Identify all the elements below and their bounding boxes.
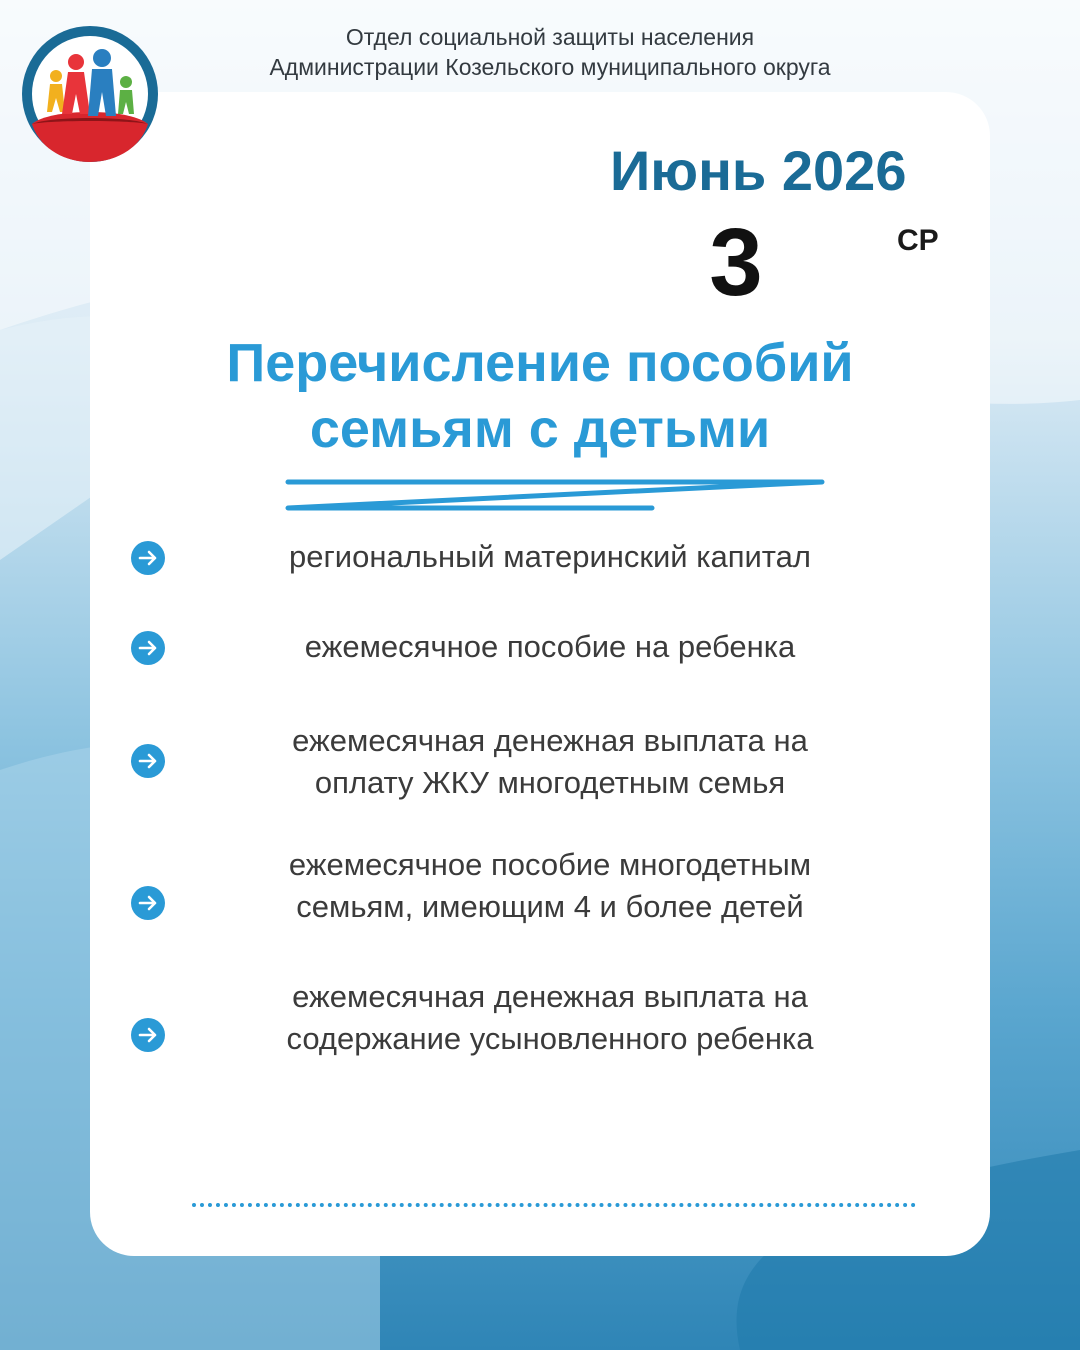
title-line-1: Перечисление пособий <box>226 333 854 393</box>
month-year: Июнь 2026 <box>610 139 907 202</box>
list-item-text <box>200 844 900 928</box>
list-item-line: семьям, имеющим 4 и более детей <box>296 889 804 924</box>
list-item-text <box>200 536 900 578</box>
list-item-text <box>200 976 900 1060</box>
title-line-2: семьям с детьми <box>309 399 771 459</box>
arrow-right-circle-icon <box>131 744 165 778</box>
organization-line-2: Администрации Козельского муниципального округа <box>269 54 831 80</box>
arrow-right-circle-icon <box>131 631 165 665</box>
dotted-divider <box>192 1203 916 1207</box>
list-item-line: ежемесячное пособие многодетным <box>288 847 812 882</box>
list-item-line: оплату ЖКУ многодетным семья <box>314 765 786 800</box>
arrow-right-circle-icon <box>131 541 165 575</box>
list-item-line: ежемесячная денежная выплата на <box>292 723 808 758</box>
list-item-text <box>200 626 900 668</box>
arrow-right-circle-icon <box>131 1018 165 1052</box>
organization-header <box>180 22 920 82</box>
day-number: 3 <box>709 209 763 316</box>
list-item-line: региональный материнский капитал <box>289 539 811 574</box>
list-item-text <box>200 720 900 804</box>
content-card <box>90 92 990 1256</box>
list-item-line: ежемесячная денежная выплата на <box>292 979 808 1014</box>
family-logo-icon <box>20 24 160 164</box>
page-title <box>140 330 940 462</box>
organization-line-1: Отдел социальной защиты населения <box>345 24 755 50</box>
list-item-line: ежемесячное пособие на ребенка <box>304 629 796 664</box>
list-item-line: содержание усыновленного ребенка <box>286 1021 814 1056</box>
arrow-right-circle-icon <box>131 886 165 920</box>
title-underline <box>280 470 840 520</box>
weekday: СР <box>897 224 939 257</box>
